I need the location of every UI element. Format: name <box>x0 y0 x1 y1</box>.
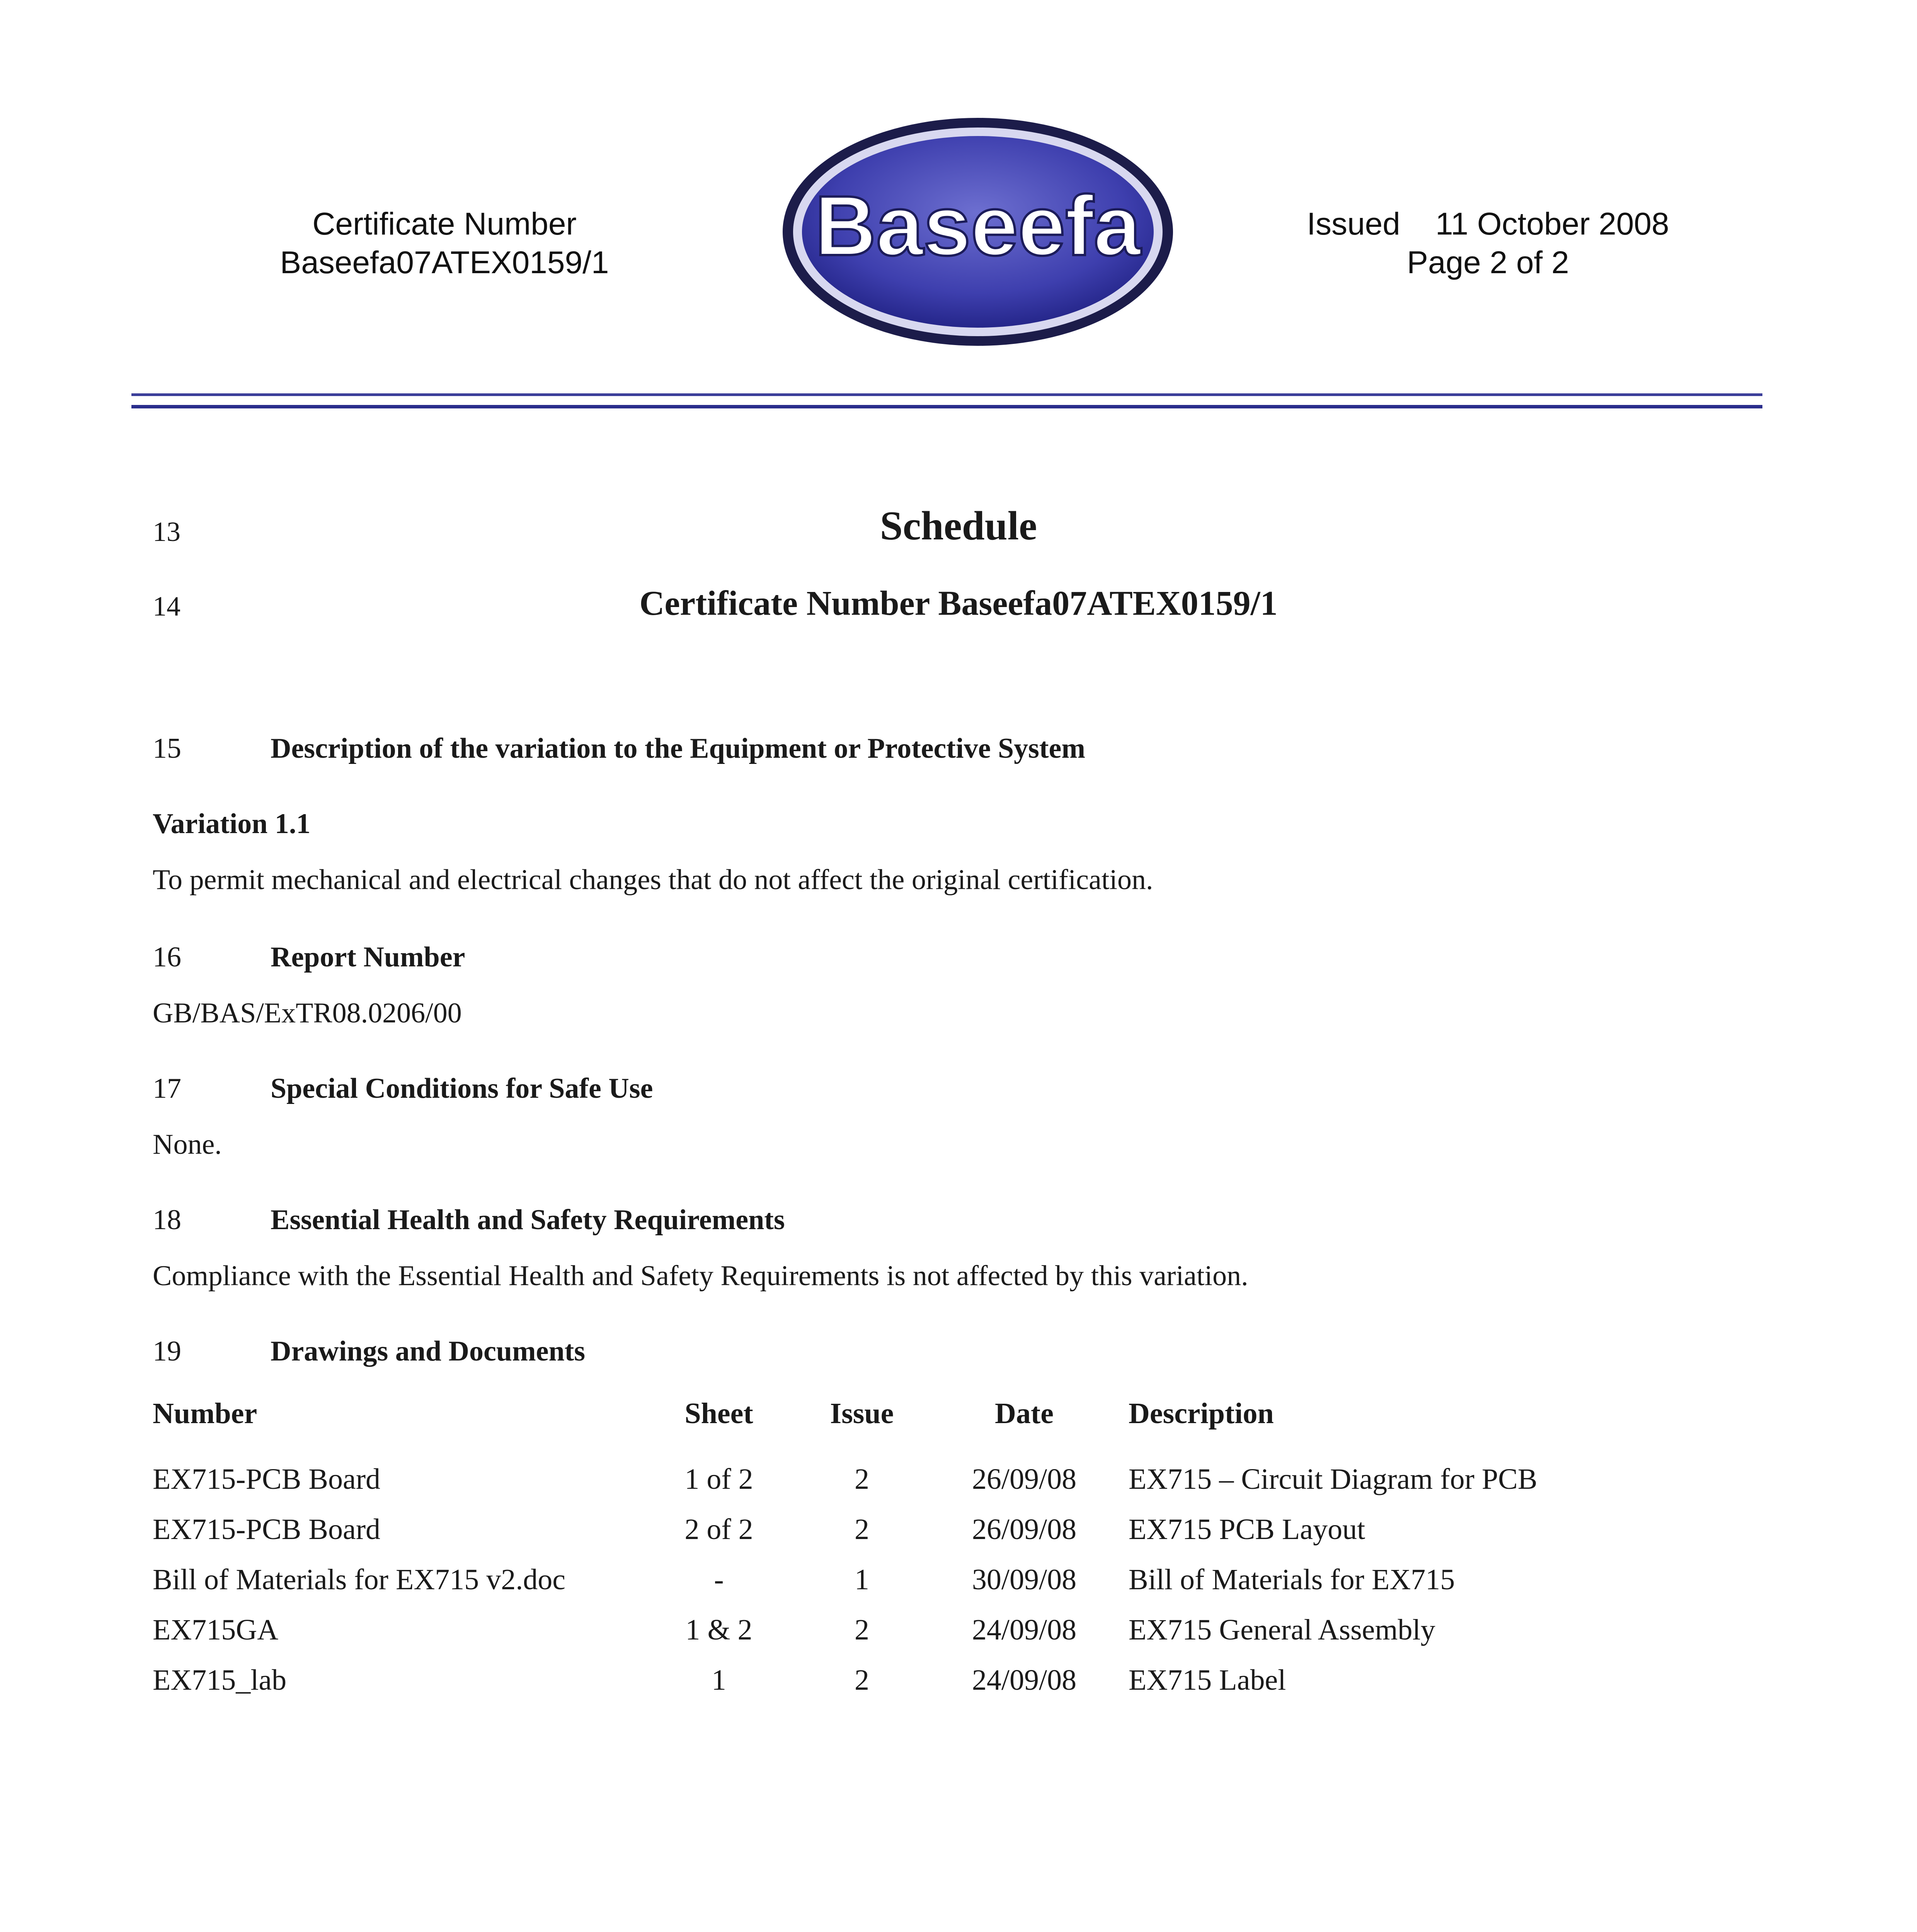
section-17-title: Special Conditions for Safe Use <box>271 1073 653 1104</box>
issued-date: Issued 11 October 2008 <box>1307 206 1669 242</box>
section-17-number: 17 <box>153 1073 181 1104</box>
col-header-issue: Issue <box>830 1397 894 1430</box>
col-header-number: Number <box>153 1397 257 1430</box>
cell-description: EX715 PCB Layout <box>1129 1513 1365 1546</box>
cell-date: 24/09/08 <box>972 1614 1077 1646</box>
ehsr-text: Compliance with the Essential Health and Safety Requirements is not affected by this variation. <box>153 1260 1248 1292</box>
cell-sheet: 1 & 2 <box>685 1614 752 1646</box>
section-18-number: 18 <box>153 1204 181 1236</box>
page-number: Page 2 of 2 <box>1407 245 1569 280</box>
cell-sheet: 1 <box>712 1664 726 1696</box>
col-header-date: Date <box>995 1397 1054 1430</box>
section-15-number: 15 <box>153 733 181 764</box>
cell-number: EX715-PCB Board <box>153 1463 380 1495</box>
cell-number: Bill of Materials for EX715 v2.doc <box>153 1563 566 1596</box>
cell-number: EX715GA <box>153 1614 279 1646</box>
cell-description: EX715 – Circuit Diagram for PCB <box>1129 1463 1537 1495</box>
schedule-certificate-number: Certificate Number Baseefa07ATEX0159/1 <box>639 584 1278 622</box>
cell-issue: 2 <box>855 1614 869 1646</box>
issue-info-block <box>1217 205 1759 282</box>
cell-date: 26/09/08 <box>972 1463 1077 1495</box>
baseefa-logo <box>777 112 1179 352</box>
cell-sheet: 1 of 2 <box>684 1463 753 1495</box>
cell-date: 26/09/08 <box>972 1513 1077 1546</box>
section-15-title: Description of the variation to the Equipment or Protective System <box>271 733 1086 764</box>
section-16-number: 16 <box>153 941 181 973</box>
logo-text: Baseefa <box>815 178 1141 273</box>
cell-sheet: - <box>714 1563 724 1596</box>
cell-issue: 2 <box>855 1664 869 1696</box>
cell-description: EX715 Label <box>1129 1664 1286 1696</box>
cell-number: EX715-PCB Board <box>153 1513 380 1546</box>
cell-issue: 2 <box>855 1463 869 1495</box>
col-header-description: Description <box>1129 1397 1274 1430</box>
certificate-number-value: Baseefa07ATEX0159/1 <box>280 245 609 280</box>
header-divider-thin <box>131 393 1762 396</box>
cell-number: EX715_lab <box>153 1664 287 1696</box>
special-conditions-text: None. <box>153 1129 222 1160</box>
cell-issue: 1 <box>855 1563 869 1596</box>
section-16-title: Report Number <box>271 941 465 973</box>
header-divider-thick <box>131 405 1762 408</box>
cell-description: EX715 General Assembly <box>1129 1614 1435 1646</box>
section-19-title: Drawings and Documents <box>271 1335 586 1367</box>
cell-date: 24/09/08 <box>972 1664 1077 1696</box>
col-header-sheet: Sheet <box>684 1397 753 1430</box>
variation-heading: Variation 1.1 <box>153 808 311 840</box>
variation-description: To permit mechanical and electrical changes that do not affect the original certification. <box>153 864 1153 896</box>
section-18-title: Essential Health and Safety Requirements <box>271 1204 785 1236</box>
report-number: GB/BAS/ExTR08.0206/00 <box>153 997 462 1029</box>
certificate-number-block <box>174 205 715 282</box>
schedule-title: Schedule <box>880 503 1037 548</box>
certificate-number-label: Certificate Number <box>312 206 577 242</box>
section-19-number: 19 <box>153 1335 181 1367</box>
cell-description: Bill of Materials for EX715 <box>1129 1563 1455 1596</box>
cell-date: 30/09/08 <box>972 1563 1077 1596</box>
cell-issue: 2 <box>855 1513 869 1546</box>
item-number-14: 14 <box>153 591 180 622</box>
cell-sheet: 2 of 2 <box>684 1513 753 1546</box>
item-number-13: 13 <box>153 516 180 547</box>
